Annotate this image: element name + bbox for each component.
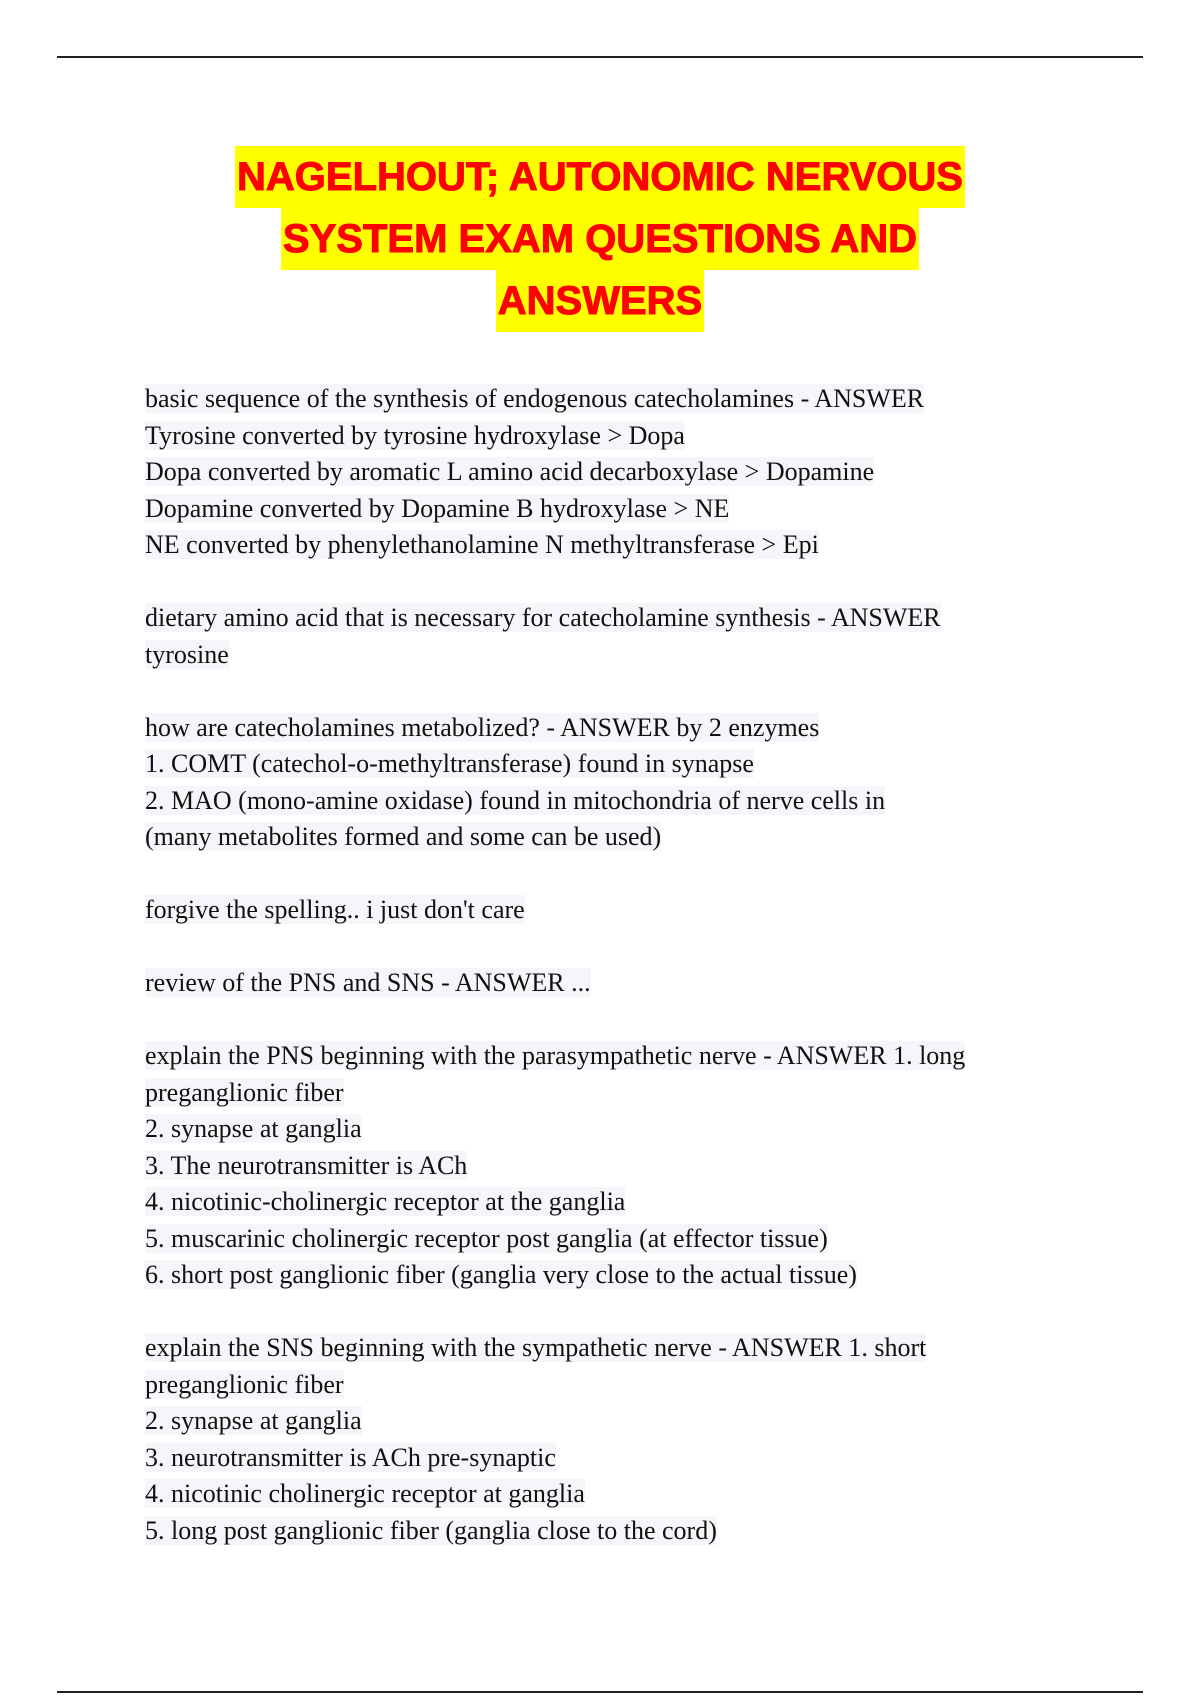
qa-entry xyxy=(145,892,1145,929)
title-line: ANSWERS xyxy=(496,270,704,332)
qa-line: (many metabolites formed and some can be used) xyxy=(145,822,662,851)
qa-line: preganglionic fiber xyxy=(145,1077,344,1107)
qa-entry xyxy=(145,710,1145,856)
qa-line: preganglionic fiber xyxy=(145,1369,344,1399)
qa-entry xyxy=(145,1330,1145,1549)
qa-line: review of the PNS and SNS - ANSWER ... xyxy=(145,968,591,997)
qa-line: 2. synapse at ganglia xyxy=(145,1406,362,1435)
document-title xyxy=(0,146,1200,332)
qa-line: 2. MAO (mono-amine oxidase) found in mitochondria of nerve cells in xyxy=(145,785,886,815)
qa-line: explain the PNS beginning with the parasympathetic nerve - ANSWER 1. long xyxy=(145,1041,966,1070)
qa-line: 2. synapse at ganglia xyxy=(145,1114,362,1143)
qa-line: basic sequence of the synthesis of endogenous catecholamines - ANSWER xyxy=(145,384,925,413)
qa-entry xyxy=(145,381,1145,564)
qa-line: 5. long post ganglionic fiber (ganglia close to the cord) xyxy=(145,1515,717,1545)
top-rule xyxy=(57,56,1143,58)
qa-entry xyxy=(145,965,1145,1002)
qa-line: 4. nicotinic-cholinergic receptor at the ganglia xyxy=(145,1187,626,1216)
qa-content xyxy=(145,381,1145,1586)
qa-line: forgive the spelling.. i just don't care xyxy=(145,895,525,924)
qa-entry xyxy=(145,600,1145,673)
qa-line: 3. The neurotransmitter is ACh xyxy=(145,1150,468,1180)
qa-entry xyxy=(145,1038,1145,1294)
title-line: SYSTEM EXAM QUESTIONS AND xyxy=(281,208,919,270)
qa-line: dietary amino acid that is necessary for catecholamine synthesis - ANSWER xyxy=(145,603,941,632)
qa-line: tyrosine xyxy=(145,639,229,669)
qa-line: explain the SNS beginning with the sympathetic nerve - ANSWER 1. short xyxy=(145,1333,927,1362)
qa-line: Tyrosine converted by tyrosine hydroxylase > Dopa xyxy=(145,420,685,450)
title-line: NAGELHOUT; AUTONOMIC NERVOUS xyxy=(235,146,965,208)
qa-line: 3. neurotransmitter is ACh pre-synaptic xyxy=(145,1442,556,1472)
qa-line: Dopamine converted by Dopamine B hydroxylase > NE xyxy=(145,493,730,523)
qa-line: 6. short post ganglionic fiber (ganglia very close to the actual tissue) xyxy=(145,1260,857,1289)
qa-line: NE converted by phenylethanolamine N methyltransferase > Epi xyxy=(145,530,819,559)
qa-line: 1. COMT (catechol-o-methyltransferase) found in synapse xyxy=(145,749,754,778)
qa-line: Dopa converted by aromatic L amino acid decarboxylase > Dopamine xyxy=(145,457,875,486)
qa-line: 4. nicotinic cholinergic receptor at ganglia xyxy=(145,1479,585,1508)
bottom-rule xyxy=(57,1691,1143,1693)
qa-line: 5. muscarinic cholinergic receptor post ganglia (at effector tissue) xyxy=(145,1223,828,1253)
qa-line: how are catecholamines metabolized? - ANSWER by 2 enzymes xyxy=(145,712,820,742)
